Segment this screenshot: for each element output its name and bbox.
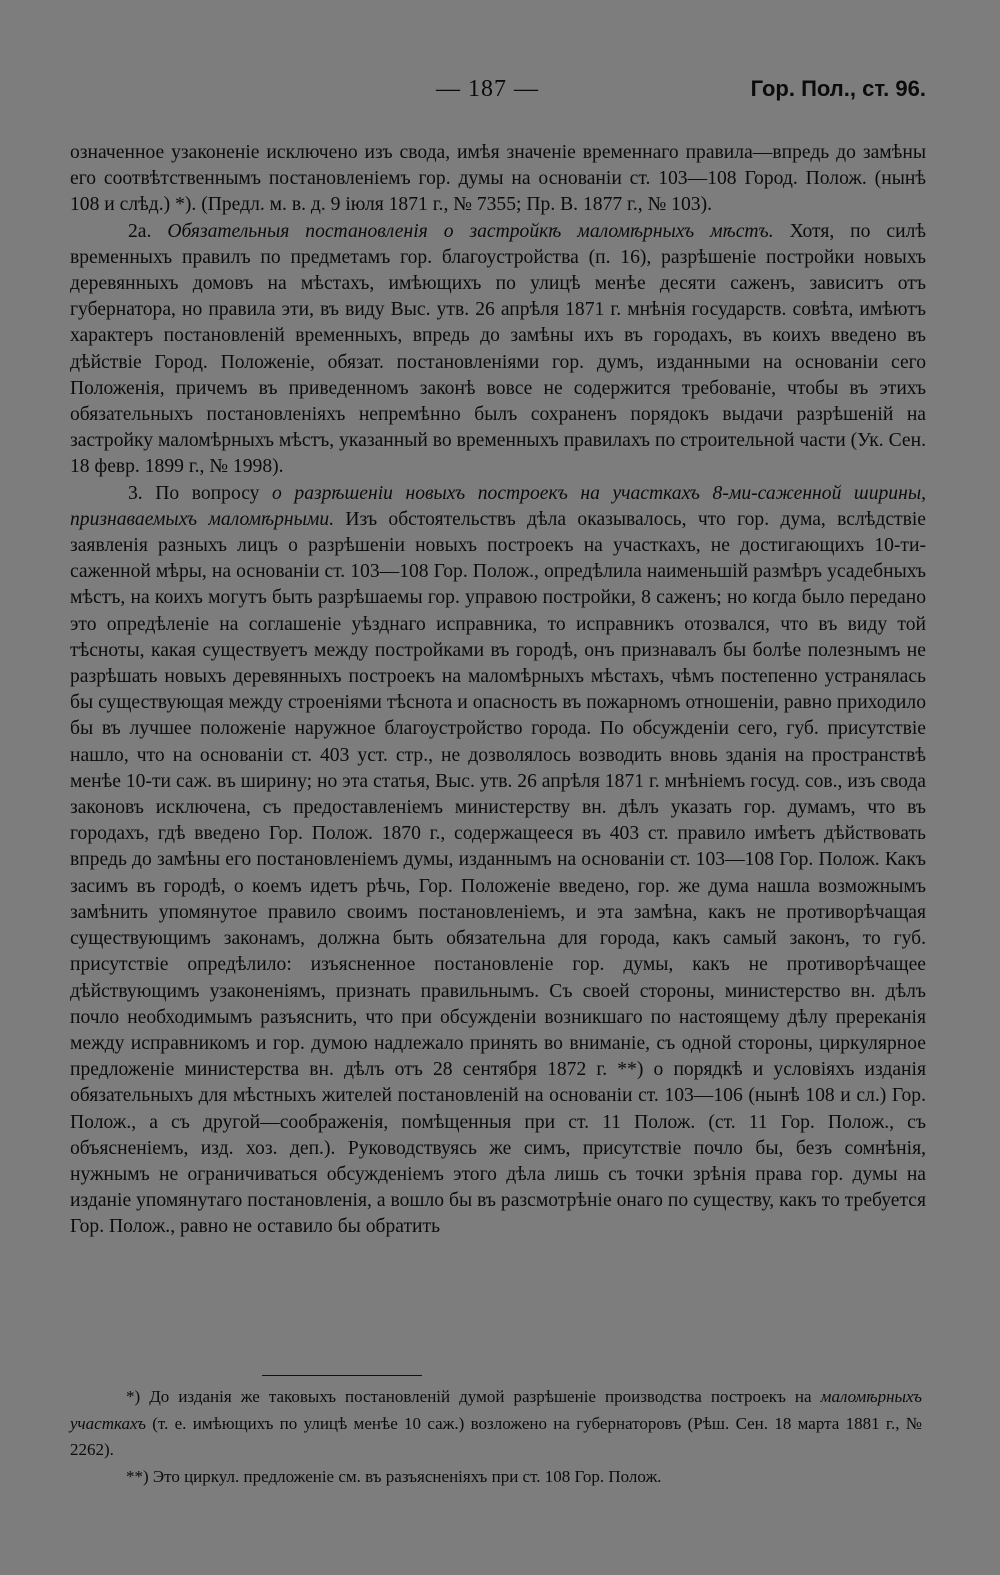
text-run: *) До изданія же таковыхъ постановленій думой разрѣшеніе производства построекъ на bbox=[126, 1387, 821, 1406]
body-text bbox=[70, 140, 926, 1241]
section-heading: Обязательныя постановленія о застройкѣ маломѣрныхъ мѣстъ. bbox=[167, 220, 774, 242]
footnote bbox=[70, 1464, 922, 1491]
paragraph bbox=[70, 481, 926, 1241]
paragraph bbox=[70, 140, 926, 219]
text-run: (т. е. имѣющихъ по улицѣ менѣе 10 саж.) возложено на губернаторовъ (Рѣш. Сен. 18 марта 1881 г., № 2262). bbox=[70, 1413, 922, 1459]
text-run: 2а. bbox=[128, 220, 168, 242]
paragraph bbox=[70, 219, 926, 481]
footnote bbox=[70, 1384, 922, 1464]
page-number: — 187 — bbox=[436, 76, 539, 102]
section-heading: о разрѣшеніи новыхъ построекъ на участкахъ 8-ми-саженной ширины, признаваемыхъ маломѣрными. bbox=[70, 482, 926, 530]
text-run: **) Это циркул. предложеніе см. въ разъясненіяхъ при ст. 108 Гор. Полож. bbox=[126, 1466, 662, 1486]
text-run: 3. По вопросу bbox=[128, 482, 273, 504]
running-head: Гор. Пол., ст. 96. bbox=[750, 76, 926, 101]
text-run: Хотя, по силѣ временныхъ правилъ по предметамъ гор. благоустройства (п. 16), разрѣшеніе постройки новыхъ деревянныхъ домовъ на мѣстахъ, имѣющихъ по улицѣ менѣе десяти саженъ, зависитъ отъ губернатора, но правила эти, въ виду Выс. утв. 26 апрѣля 1871 г. мнѣнія государств. совѣта, имѣютъ характеръ постановленій временныхъ, впредь до замѣны ихъ въ городахъ, въ коихъ введено въ дѣйствіе Город. Положеніе, обязат. постановленіями гор. думъ, изданными на основаніи сего Положенія, причемъ въ приведенномъ законѣ вовсе не содержится требованіе, чтобы въ этихъ обязательныхъ постановленіяхъ непремѣнно былъ сохраненъ порядокъ выдачи разрѣшеній на застройку маломѣрныхъ мѣстъ, указанный во временныхъ правилахъ по строительной части (Ук. Сен. 18 февр. 1899 г., № 1998). bbox=[70, 220, 927, 478]
text-run: означенное узаконеніе исключено изъ свода, имѣя значеніе временнаго правила—впредь до замѣны его соотвѣтственнымъ постановленіемъ гор. думы на основаніи ст. 103—108 Город. Полож. (нынѣ 108 и слѣд.) *). (Предл. м. в. д. 9 іюля 1871 г., № 7355; Пр. В. 1877 г., № 103). bbox=[70, 142, 926, 216]
text-run: Изъ обстоятельствъ дѣла оказывалось, что гор. дума, вслѣдствіе заявленія разныхъ лицъ о разрѣшеніи новыхъ построекъ на участкахъ, не достигающихъ 10-ти-саженной мѣры, на основаніи ст. 103—108 Гор. Полож., опредѣлила наименьшій размѣръ усадебныхъ мѣстъ, на коихъ могутъ быть разрѣшаемы гор. управою постройки, 8 саженъ; но когда было передано это опредѣленіе на соглашеніе уѣзднаго исправника, то исправникъ отозвался, что въ виду той тѣсноты, какая существуетъ между постройками въ городѣ, онъ признавалъ бы болѣе полезнымъ не разрѣшать новыхъ деревянныхъ построекъ на маломѣрныхъ мѣстахъ, чѣмъ постепенно устранялась бы существующая между строеніями тѣснота и опасность въ пожарномъ отношеніи, равно приходило бы въ лучшее положеніе наружное благоустройство города. По обсужденіи сего, губ. присутствіе нашло, что на основаніи ст. 403 уст. стр., не дозволялось возводить вновь зданія на пространствѣ менѣе 10-ти саж. въ ширину; но эта статья, Выс. утв. 26 апрѣля 1871 г. мнѣніемъ госуд. сов., изъ свода законовъ исключена, съ предоставленіемъ министерству вн. дѣлъ указать гор. думамъ, что въ городахъ, гдѣ введено Гор. Полож. 1870 г., содержащееся въ 403 ст. правило имѣетъ дѣйствовать впредь до замѣны его постановленіемъ думы, изданнымъ на основаніи ст. 103—108 Гор. Полож. Какъ засимъ въ городѣ, о коемъ идетъ рѣчь, Гор. Положеніе введено, гор. же дума нашла возможнымъ замѣнить упомянутое правило своимъ постановленіемъ, и эта замѣна, какъ не противорѣчащая существующимъ законамъ, должна быть обязательна для города, какъ самый законъ, то губ. присутствіе опредѣлило: изъясненное постановленіе гор. думы, какъ не противорѣчащее дѣйствующимъ узаконеніямъ, признать правильнымъ. Съ своей стороны, министерство вн. дѣлъ почло необходимымъ разъяснить, что при обсужденіи возникшаго по настоящему дѣлу пререканія между исправникомъ и гор. думою надлежало принять во вниманіе, съ одной стороны, циркулярное предложеніе министерства вн. дѣлъ отъ 28 сентября 1872 г. **) о порядкѣ и условіяхъ изданія обязательныхъ для мѣстныхъ жителей постановленій на основаніи ст. 103—106 (нынѣ 108 и сл.) Гор. Полож., а съ другой—соображенія, помѣщенныя при ст. 11 Полож. (ст. 11 Гор. Полож., съ объясненіемъ, изд. хоз. деп.). Руководствуясь же симъ, присутствіе почло бы, безъ сомнѣнія, нужнымъ не ограничиваться обсужденіемъ этого дѣла лишь съ точки зрѣнія права гор. думы на изданіе упомянутаго постановленія, а вошло бы въ разсмотрѣніе онаго по существу, какъ то требуется Гор. Полож., равно не оставило бы обратить bbox=[70, 508, 926, 1238]
footnotes bbox=[70, 1384, 922, 1490]
page-header bbox=[0, 76, 1000, 108]
text-run-italic: маломѣрныхъ участкахъ bbox=[70, 1387, 922, 1433]
footnote-rule bbox=[262, 1375, 422, 1376]
